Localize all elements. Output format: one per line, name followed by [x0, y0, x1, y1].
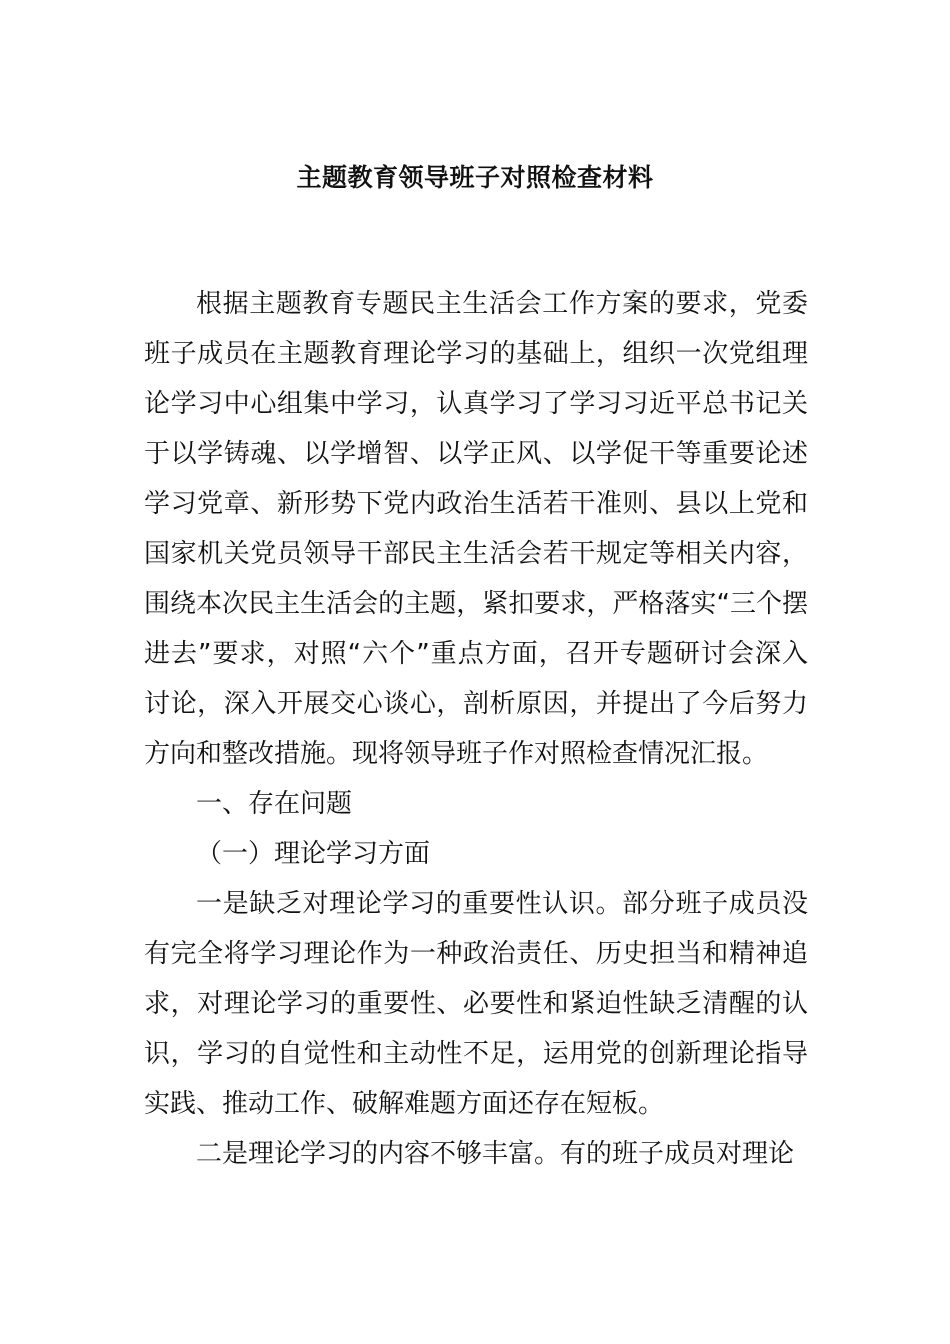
intro-paragraph: 根据主题教育专题民主生活会工作方案的要求，党委班子成员在主题教育理论学习的基础上，组织一次党组理论学习中心组集中学习，认真学习了学习习近平总书记关于以学铸魂、以学增智、以学正风、以学促干等重要论述学习党章、新形势下党内政治生活若干准则、县以上党和国家机关党员领导干部民主生活会若干规定等相关内容，围绕本次民主生活会的主题，紧扣要求，严格落实“三个摆进去”要求，对照“六个”重点方面，召开专题研讨会深入讨论，深入开展交心谈心，剖析原因，并提出了今后努力方向和整改措施。现将领导班子作对照检查情况汇报。 [144, 289, 808, 769]
document-body [144, 279, 808, 1179]
document-title: 主题教育领导班子对照检查材料 [296, 163, 654, 192]
subsection-heading-theory-study: （一）理论学习方面 [196, 839, 431, 869]
point-one-paragraph: 一是缺乏对理论学习的重要性认识。部分班子成员没有完全将学习理论作为一种政治责任、历史担当和精神追求，对理论学习的重要性、必要性和紧迫性缺乏清醒的认识，学习的自觉性和主动性不足，运用党的创新理论指导实践、推动工作、破解难题方面还存在短板。 [144, 889, 808, 1119]
point-two-paragraph: 二是理论学习的内容不够丰富。有的班子成员对理论 [196, 1139, 795, 1169]
section-heading-problems: 一、存在问题 [196, 789, 353, 819]
